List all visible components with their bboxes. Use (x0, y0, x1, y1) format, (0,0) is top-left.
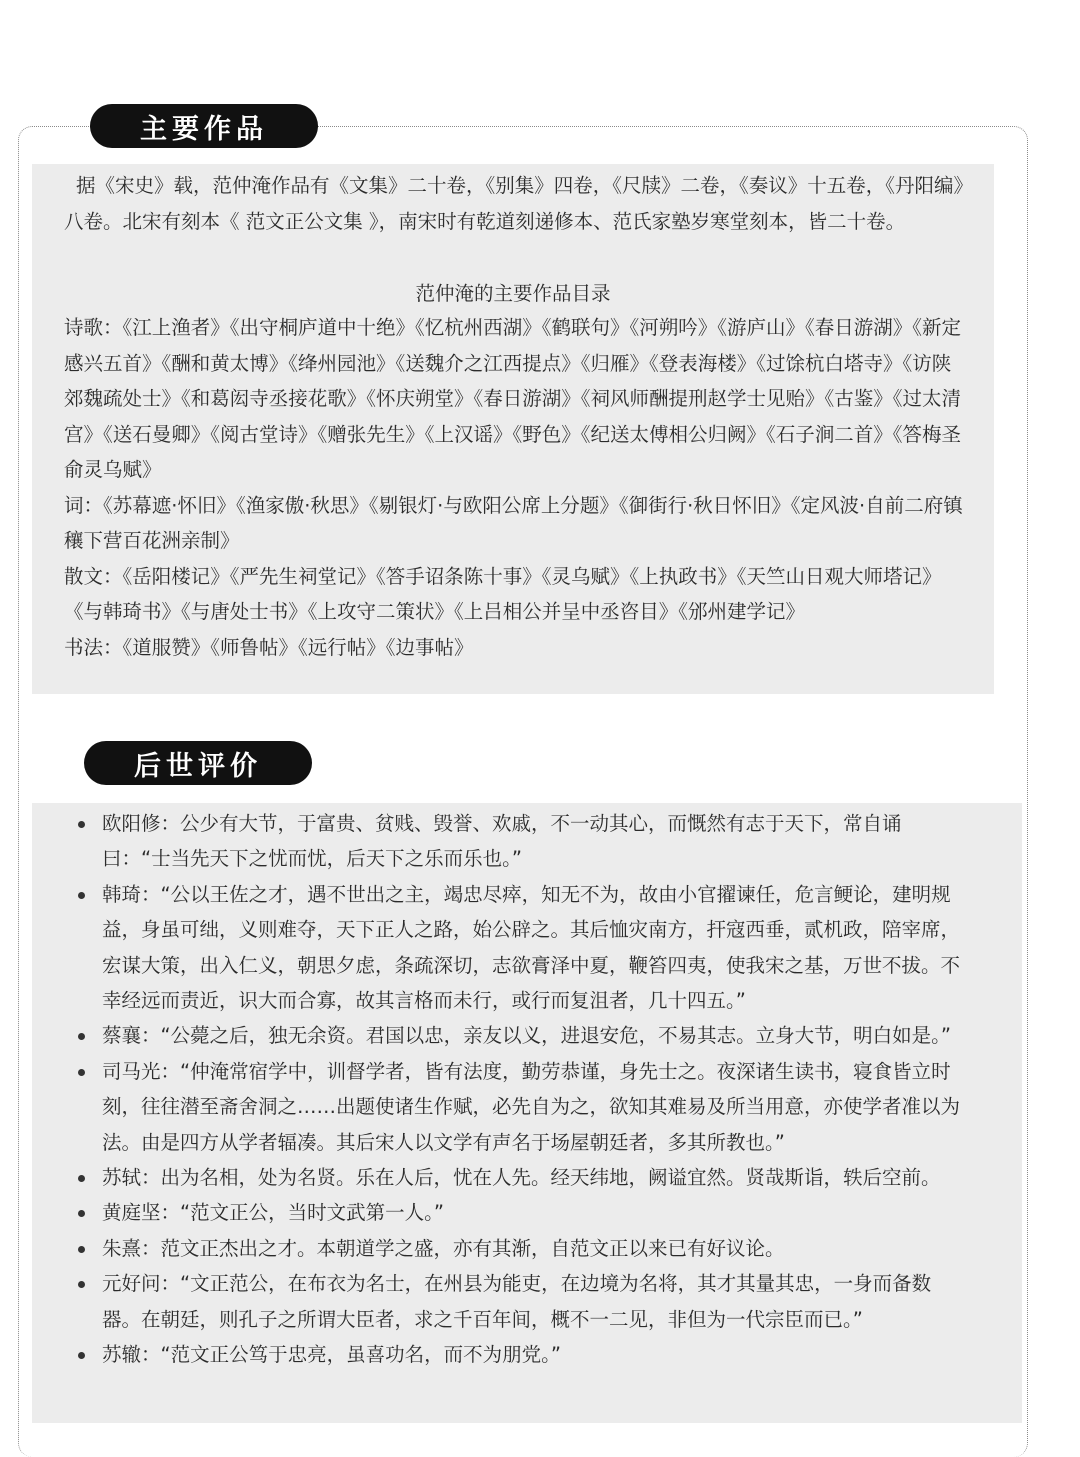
review-item (76, 877, 966, 1019)
review-item (76, 1231, 966, 1266)
review-item (76, 1337, 966, 1372)
review-text: 元好问：“文正范公，在布衣为名士，在州县为能吏，在边境为名将，其才其量其忠，一身而备数器。在朝廷，则孔子之所谓大臣者，求之千百年间，概不一二见，非但为一代宗臣而已。” (102, 1272, 932, 1331)
review-text: 苏轼：出为名相，处为名贤。乐在人后，忧在人先。经天纬地，阙谥宜然。贤哉斯诣，轶后空前。 (102, 1166, 941, 1190)
bullet-icon (78, 1069, 85, 1076)
bullet-icon (78, 1246, 85, 1253)
review-item (76, 1160, 966, 1195)
bullet-icon (78, 1281, 85, 1288)
review-text: 黄庭坚：“范文正公，当时文武第一人。” (102, 1201, 444, 1225)
review-text: 韩琦：“公以王佐之才，遇不世出之主，竭忠尽瘁，知无不为，故由小官擢谏任，危言鲠论，建明规益，身虽可绌，义则难夺，天下正人之路，始公辟之。其后恤灾南方，扞寇西垂，贰机政，陪宰席，宏谋大策，出入仁义，朝思夕虑，条疏深切，志欲膏泽中夏，鞭笞四夷，使我宋之基，万世不拔。不幸经远而责近，识大而合寡，故其言格而未行，或行而复沮者，几十四五。” (102, 882, 961, 1013)
section-title-works: 主要作品 (90, 104, 318, 148)
catalog-calligraphy: 书法：《道服赞》《师鲁帖》《远行帖》《边事帖》 (64, 635, 474, 659)
bullet-icon (78, 892, 85, 899)
review-item (76, 806, 966, 877)
bullet-icon (78, 1210, 85, 1217)
review-item (76, 1195, 966, 1230)
bullet-icon (78, 1175, 85, 1182)
review-item (76, 1018, 966, 1053)
bullet-icon (78, 821, 85, 828)
catalog-prose: 散文：《岳阳楼记》《严先生祠堂记》《答手诏条陈十事》《灵乌赋》《上执政书》《天竺山日观大师塔记》《与韩琦书》《与唐处士书》《上攻守二策状》《上吕相公并呈中丞咨目》《邠州建学记》 (64, 564, 942, 623)
review-text: 苏辙：“范文正公笃于忠亮，虽喜功名，而不为朋党。” (102, 1343, 561, 1367)
reviews-list (76, 806, 966, 1373)
review-text: 欧阳修：公少有大节，于富贵、贫贱、毁誉、欢戚，不一动其心，而慨然有志于天下，常自诵曰：“士当先天下之忧而忧，后天下之乐而乐也。” (102, 812, 902, 871)
review-text: 朱熹：范文正杰出之才。本朝道学之盛，亦有其渐，自范文正以来已有好议论。 (102, 1236, 785, 1260)
review-item (76, 1054, 966, 1160)
catalog-poetry: 诗歌：《江上渔者》《出守桐庐道中十绝》《忆杭州西湖》《鹤联句》《河朔吟》《游庐山》《春日游湖》《新定感兴五首》《酬和黄太博》《绛州园池》《送魏介之江西提点》《归雁》《登表海楼》《过馀杭白塔寺》《访陕郊魏疏处士》《和葛闳寺丞接花歌》《怀庆朔堂》《春日游湖》《祠风师酬提刑赵学士见贻》《古鉴》《过太清宫》《送石曼卿》《阅古堂诗》《赠张先生》《上汉谣》《野色》《纪送太傅相公归阙》《石子涧二首》《答梅圣俞灵乌赋》 (64, 316, 962, 481)
bullet-icon (78, 1352, 85, 1359)
works-catalog (64, 310, 964, 665)
works-intro: 据《宋史》载，范仲淹作品有《文集》二十卷，《别集》四卷，《尺牍》二卷，《奏议》十五卷，《丹阳编》八卷。北宋有刻本《 范文正公文集 》，南宋时有乾道刻递修本、范氏家塾岁寒堂刻本，皆二十卷。 (64, 174, 964, 233)
section-title-reviews: 后世评价 (84, 741, 312, 785)
catalog-ci: 词：《苏幕遮·怀旧》《渔家傲·秋思》《剔银灯·与欧阳公席上分题》《御街行·秋日怀旧》《定风波·自前二府镇穰下营百花洲亲制》 (64, 493, 963, 552)
works-catalog-title: 范仲淹的主要作品目录 (415, 282, 611, 305)
review-text: 蔡襄：“公薨之后，独无余资。君国以忠，亲友以义，进退安危，不易其志。立身大节，明白如是。” (102, 1024, 951, 1048)
bullet-icon (78, 1033, 85, 1040)
review-text: 司马光：“仲淹常宿学中，训督学者，皆有法度，勤劳恭谨，身先士之。夜深诸生读书，寝食皆立时刻，往往潜至斋舍洞之……出题使诸生作赋，必先自为之，欲知其难易及所当用意，亦使学者准以为法。由是四方从学者辐凑。其后宋人以文学有声名于场屋朝廷者，多其所教也。” (102, 1059, 961, 1154)
review-item (76, 1266, 966, 1337)
